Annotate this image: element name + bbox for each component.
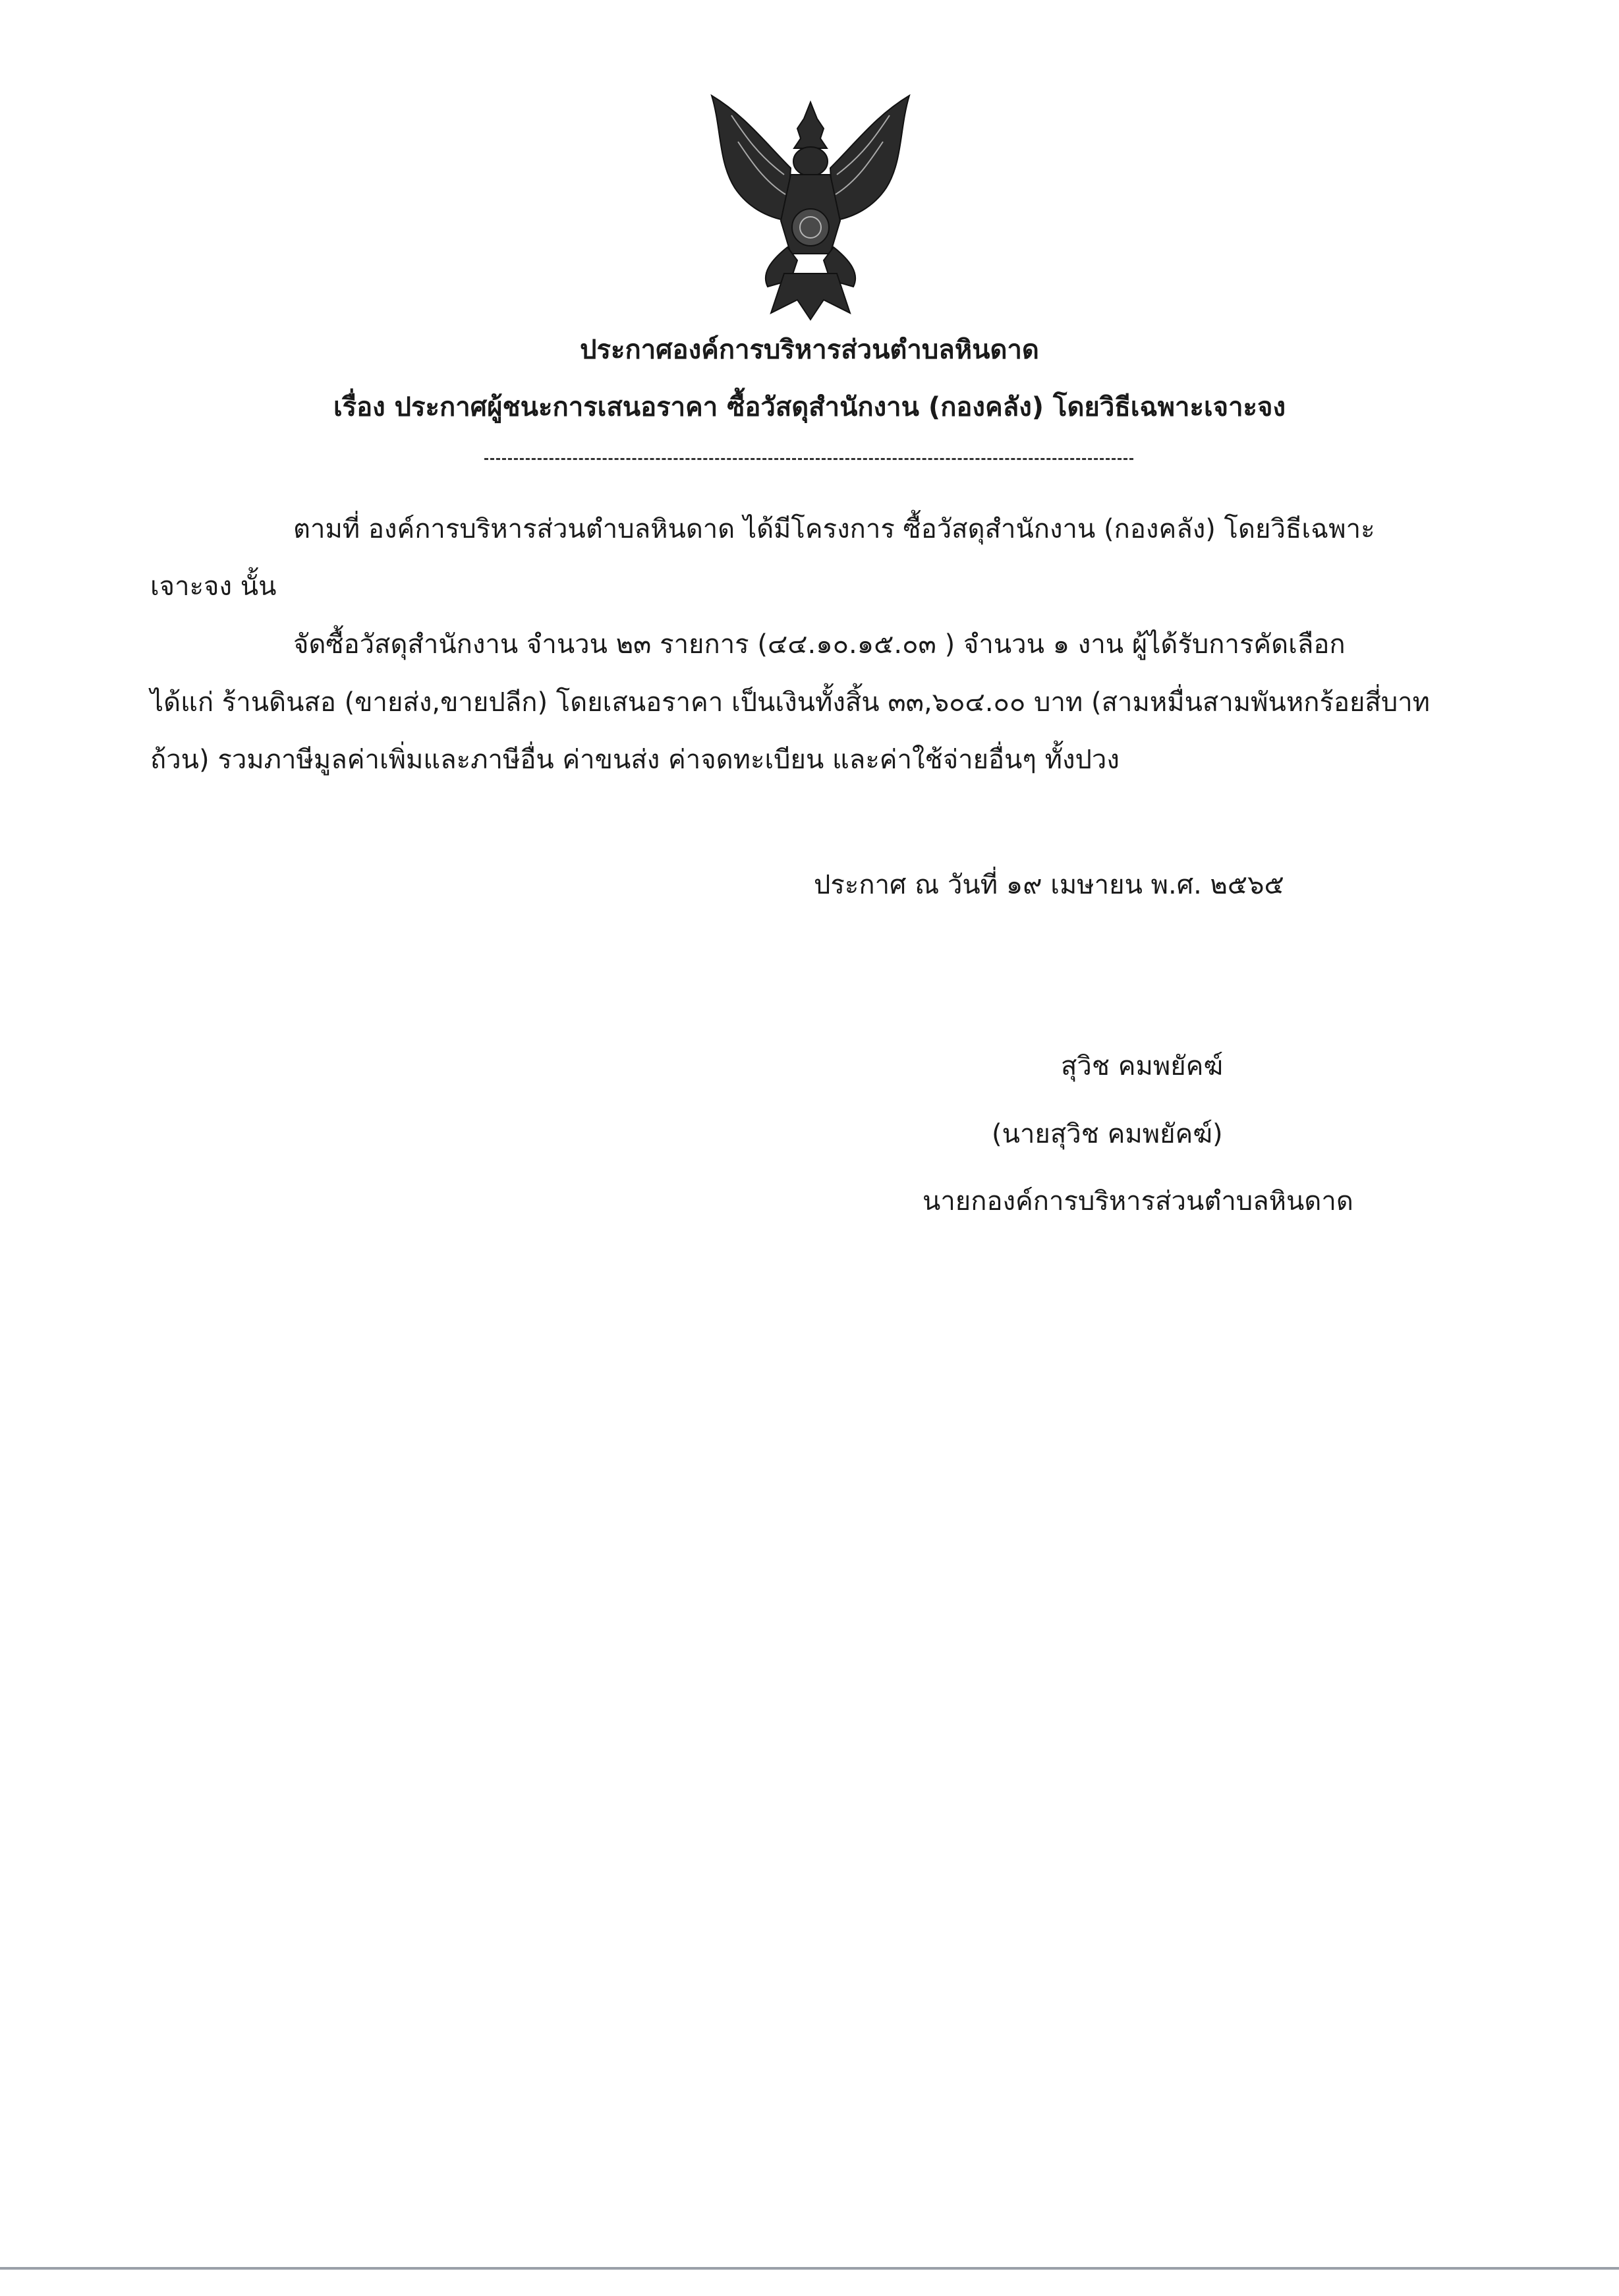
- paragraph-2-line-1: จัดซื้อวัสดุสำนักงาน จำนวน ๒๓ รายการ (๔๔.๑๐.๑๕.๐๓ ) จำนวน ๑ งาน ผู้ได้รับการคัดเลือก: [293, 629, 1346, 660]
- signature-name: สุวิช คมพยัคฆ์: [1061, 1051, 1224, 1081]
- paragraph-2-line-2: ได้แก่ ร้านดินสอ (ขายส่ง,ขายปลีก) โดยเสนอราคา เป็นเงินทั้งสิ้น ๓๓,๖๐๔.๐๐ บาท (สามหมื่นสามพันหกร้อยสี่บาท: [150, 687, 1431, 718]
- paragraph-1-line-2: เจาะจง นั้น: [150, 571, 277, 602]
- signer-position: นายกองค์การบริหารส่วนตำบลหินดาด: [923, 1186, 1353, 1217]
- garuda-emblem-icon: [698, 89, 923, 326]
- signer-printed-name: (นายสุวิช คมพยัคฆ์): [992, 1119, 1223, 1149]
- header-divider: [484, 458, 1133, 460]
- paragraph-2-line-3: ถ้วน) รวมภาษีมูลค่าเพิ่มและภาษีอื่น ค่าขนส่ง ค่าจดทะเบียน และค่าใช้จ่ายอื่นๆ ทั้งปวง: [150, 745, 1120, 775]
- scan-edge-line: [0, 2267, 1619, 2270]
- announcement-title: ประกาศองค์การบริหารส่วนตำบลหินดาด: [580, 335, 1039, 365]
- paragraph-1-line-1: ตามที่ องค์การบริหารส่วนตำบลหินดาด ได้มีโครงการ ซื้อวัสดุสำนักงาน (กองคลัง) โดยวิธีเฉพาะ: [293, 514, 1375, 544]
- announcement-subject: เรื่อง ประกาศผู้ชนะการเสนอราคา ซื้อวัสดุสำนักงาน (กองคลัง) โดยวิธีเฉพาะเจาะจง: [333, 392, 1286, 422]
- announce-date: ประกาศ ณ วันที่ ๑๙ เมษายน พ.ศ. ๒๕๖๕: [814, 870, 1284, 900]
